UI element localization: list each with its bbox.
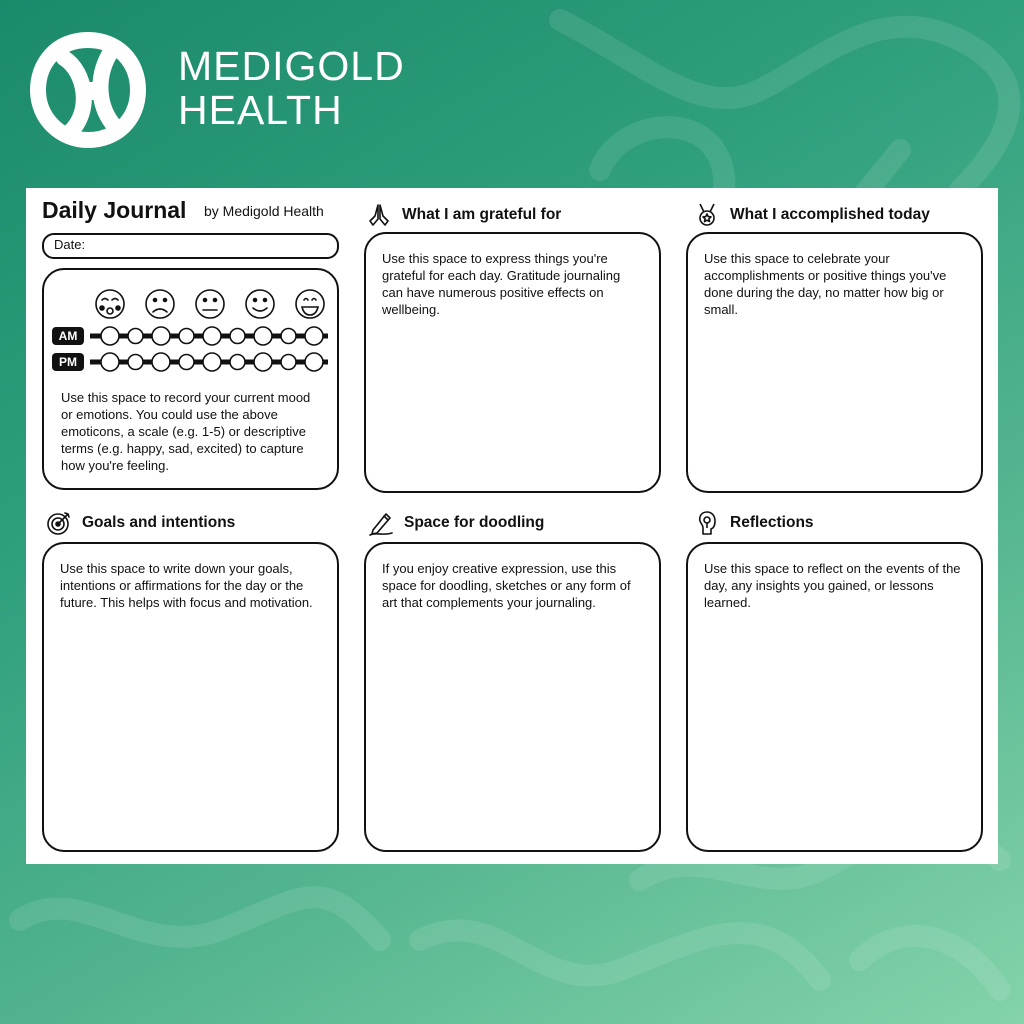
pm-scale-point[interactable] [305, 353, 323, 371]
doodling-card[interactable] [364, 542, 661, 852]
pm-scale-point[interactable] [203, 353, 221, 371]
brand-line-1: MEDIGOLD [178, 43, 405, 89]
crying-face-icon[interactable] [96, 290, 124, 318]
sad-face-icon[interactable] [146, 290, 174, 318]
goals-card[interactable] [42, 542, 339, 852]
journal-title: Daily Journal [42, 197, 187, 223]
target-icon [46, 510, 72, 536]
pm-scale-point[interactable] [128, 355, 143, 370]
brand-name [178, 44, 405, 132]
am-scale-point[interactable] [128, 329, 143, 344]
doodling-text: If you enjoy creative expression, use this space for doodling, sketches or any form of art that complements your journaling. [382, 561, 631, 610]
medal-icon [694, 202, 720, 228]
lightbulb-head-icon [694, 510, 720, 536]
goals-text: Use this space to write down your goals, intentions or affirmations for the day or the future. This helps with focus and motivation. [60, 561, 313, 610]
pm-scale-point[interactable] [254, 353, 272, 371]
grinning-face-icon[interactable] [296, 290, 324, 318]
am-scale-point[interactable] [254, 327, 272, 345]
brand-line-2: HEALTH [178, 87, 343, 133]
accomplished-card[interactable] [686, 232, 983, 493]
pencil-icon [368, 510, 394, 536]
am-scale-point[interactable] [152, 327, 170, 345]
mood-tracker-card [42, 268, 339, 490]
am-scale-point[interactable] [230, 329, 245, 344]
am-scale-point[interactable] [203, 327, 221, 345]
accomplished-text: Use this space to celebrate your accomplishments or positive things you've done during the day, no matter how big or small. [704, 251, 947, 317]
reflections-title: Reflections [730, 514, 814, 531]
neutral-face-icon[interactable] [196, 290, 224, 318]
am-scale-point[interactable] [305, 327, 323, 345]
doodling-title: Space for doodling [404, 514, 545, 531]
grateful-card[interactable] [364, 232, 661, 493]
accomplished-title: What I accomplished today [730, 206, 930, 223]
pm-scale-point[interactable] [179, 355, 194, 370]
journal-sheet [26, 188, 998, 864]
am-label: AM [58, 329, 78, 343]
mood-scale [44, 270, 337, 382]
date-label: Date: [54, 237, 86, 252]
grateful-title: What I am grateful for [402, 206, 562, 223]
journal-byline: by Medigold Health [204, 203, 324, 219]
smiling-face-icon[interactable] [246, 290, 274, 318]
date-field[interactable] [42, 233, 339, 259]
am-scale-point[interactable] [179, 329, 194, 344]
am-scale-point[interactable] [101, 327, 119, 345]
grateful-text: Use this space to express things you're grateful for each day. Gratitude journaling can have numerous positive effects on wellbeing. [382, 251, 621, 317]
pm-scale-point[interactable] [152, 353, 170, 371]
mood-instructions: Use this space to record your current mood or emotions. You could use the above emoticons, a scale (e.g. 1-5) or descriptive terms (e.g. happy, sad, excited) to capture how you're feeling. [61, 390, 311, 473]
pm-scale-point[interactable] [281, 355, 296, 370]
pm-label: PM [59, 355, 77, 369]
praying-hands-icon [366, 202, 392, 228]
reflections-text: Use this space to reflect on the events of the day, any insights you gained, or lessons learned. [704, 561, 961, 610]
am-scale-point[interactable] [281, 329, 296, 344]
brand-header [26, 28, 446, 152]
reflections-card[interactable] [686, 542, 983, 852]
goals-title: Goals and intentions [82, 514, 236, 531]
pm-scale-point[interactable] [230, 355, 245, 370]
pm-scale-point[interactable] [101, 353, 119, 371]
medigold-logo [26, 28, 150, 152]
